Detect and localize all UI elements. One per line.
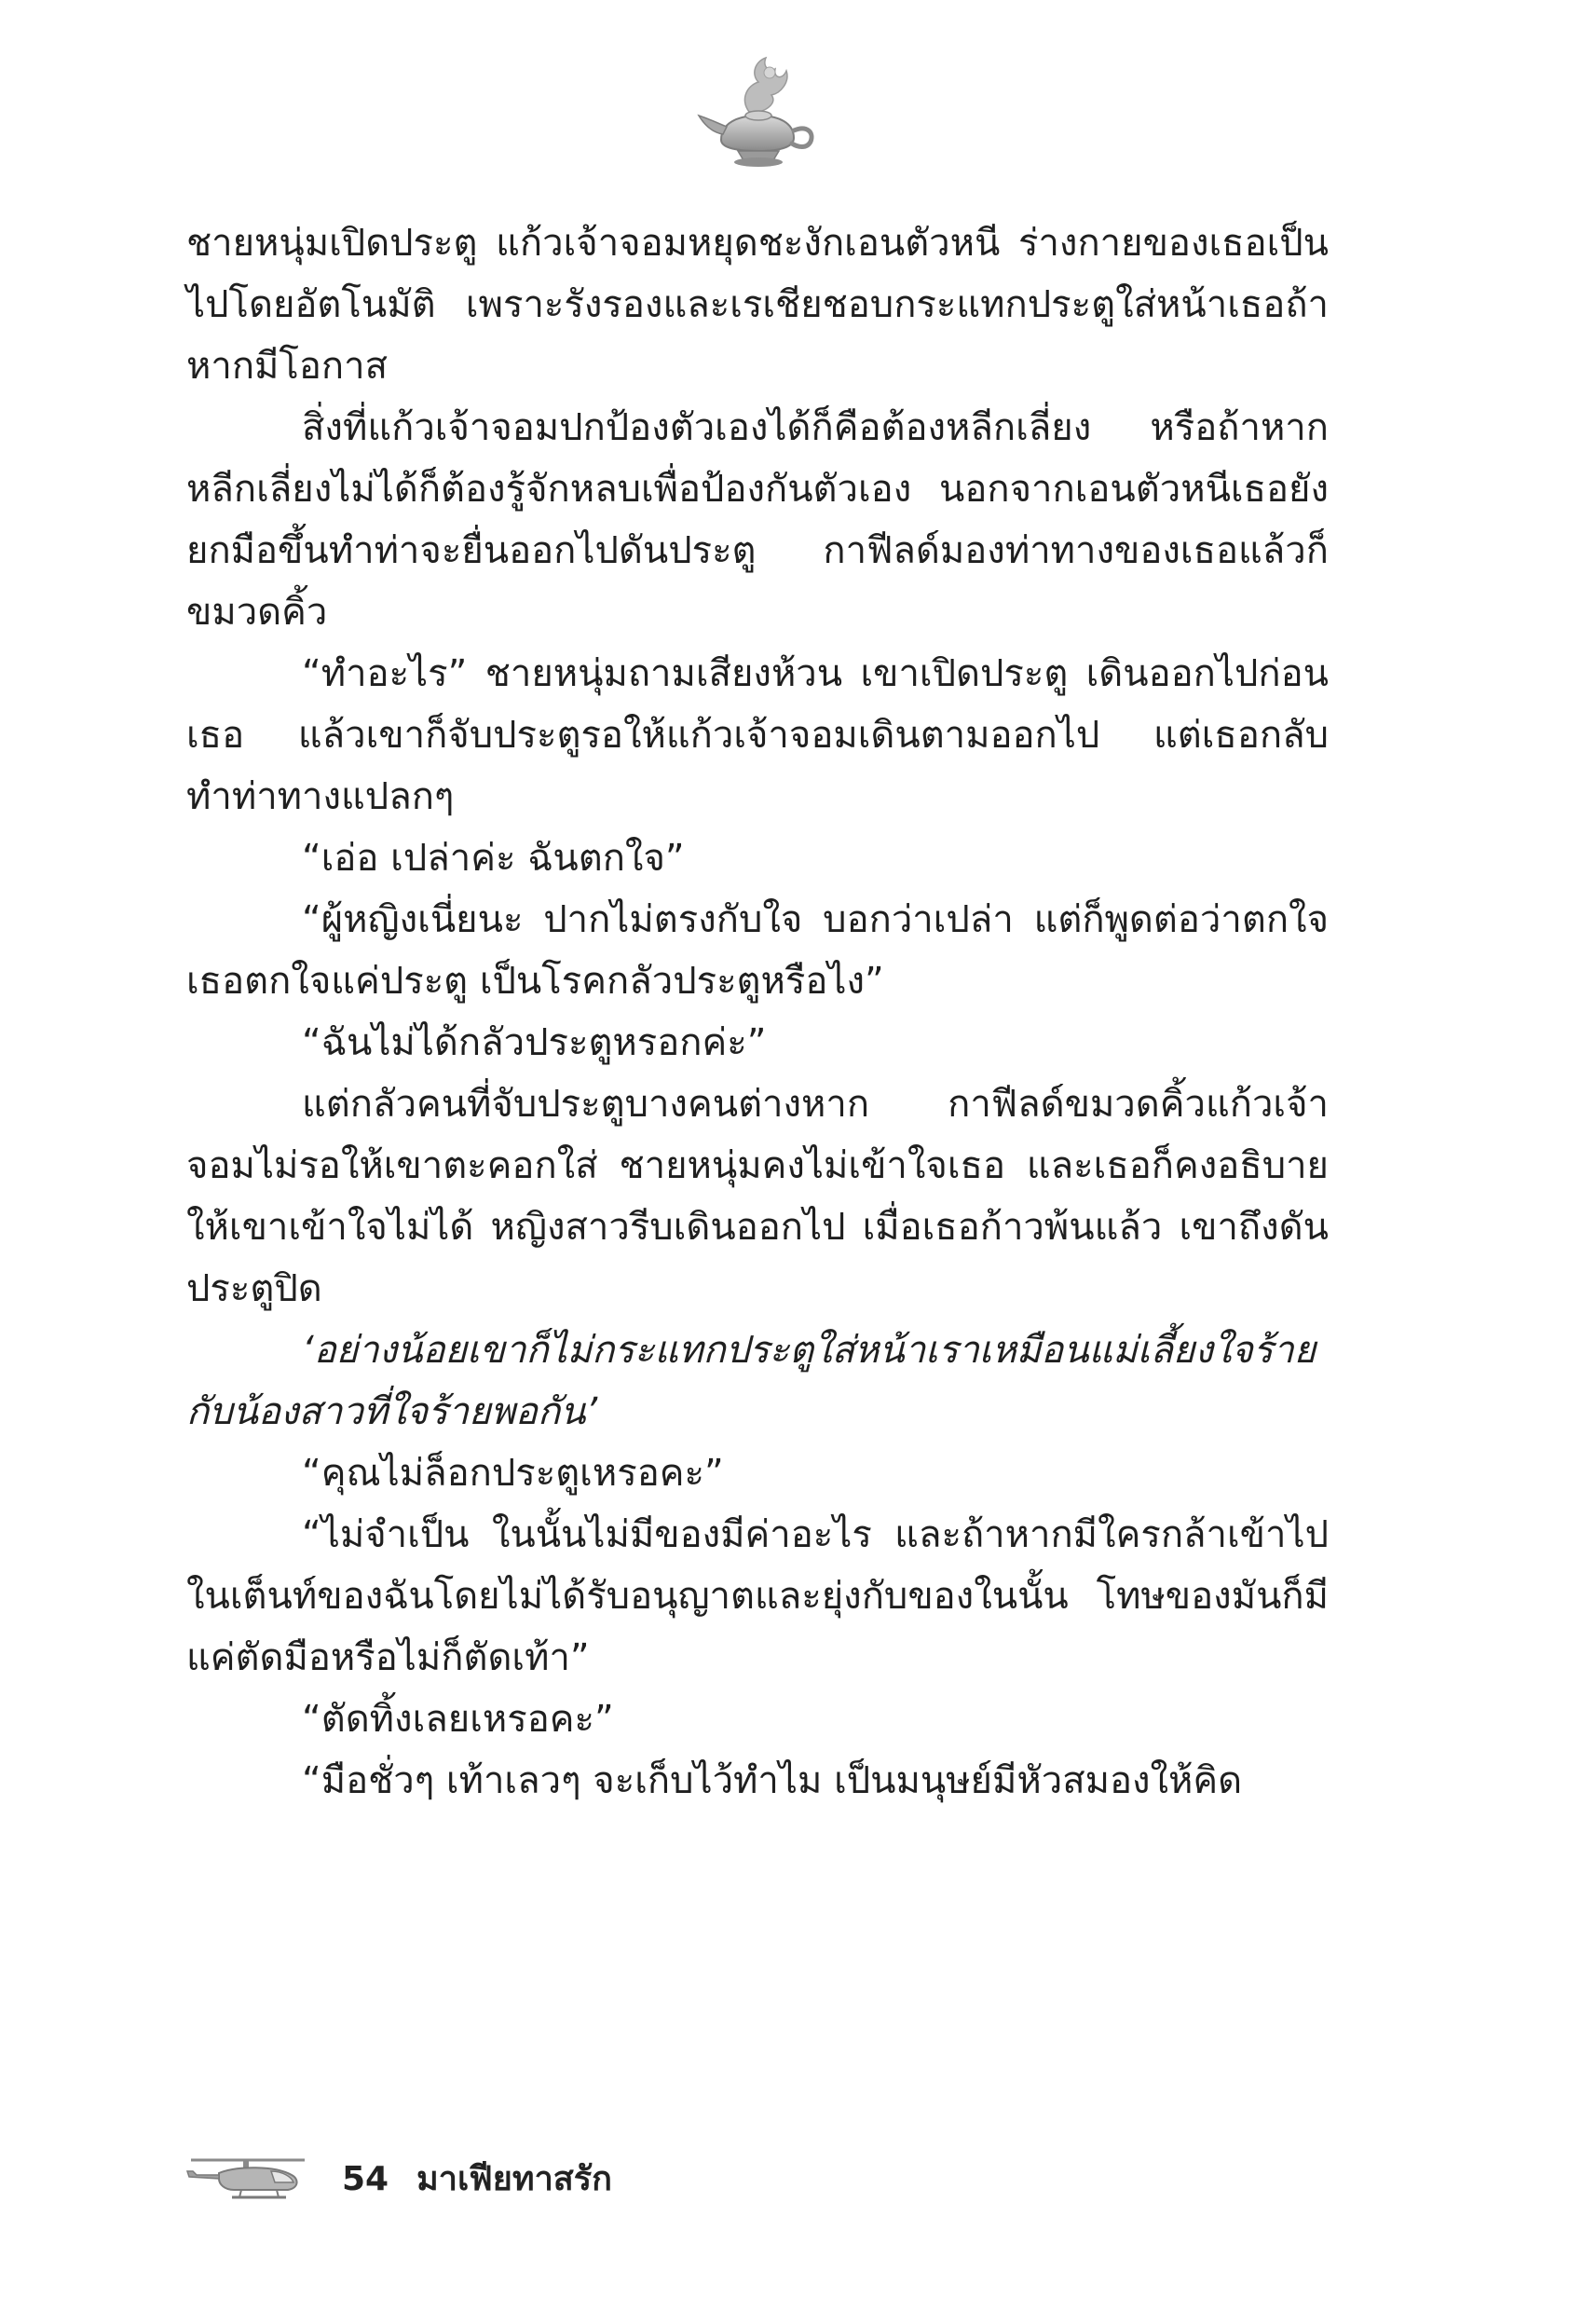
paragraph: “ฉันไม่ได้กลัวประตูหรอกค่ะ”	[302, 1021, 767, 1064]
page-number: 54	[342, 2160, 389, 2198]
paragraph: สิ่งที่แก้วเจ้าจอมปกป้องตัวเองได้ก็คือต้องหลีกเลี่ยง หรือถ้าหากหลีกเลี่ยงไม่ได้ก็ต้องรู้จักหลบเพื่อป้องกันตัวเอง นอกจากเอนตัวหนีเธอยังยกมือขึ้นทำท่าจะยื่นออกไปดันประตู กาฟีลด์มองท่าทางของเธอแล้วก็ขมวดคิ้ว	[186, 406, 1329, 634]
paragraph: “ตัดทิ้งเลยเหรอคะ”	[302, 1698, 614, 1741]
paragraph: “ผู้หญิงเนี่ยนะ ปากไม่ตรงกับใจ บอกว่าเปล่า แต่ก็พูดต่อว่าตกใจ เธอตกใจแค่ประตู เป็นโรคกลัวประตูหรือไง”	[186, 898, 1329, 1003]
paragraph: ชายหนุ่มเปิดประตู แก้วเจ้าจอมหยุดชะงักเอนตัวหนี ร่างกายของเธอเป็นไปโดยอัตโนมัติ เพราะรังรองและเรเชียชอบกระแทกประตูใส่หน้าเธอถ้าหากมีโอกาส	[186, 222, 1329, 388]
paragraph: “เอ่อ เปล่าค่ะ ฉันตกใจ”	[302, 837, 685, 880]
paragraph: “ไม่จำเป็น ในนั้นไม่มีของมีค่าอะไร และถ้าหากมีใครกล้าเข้าไปในเต็นท์ของฉันโดยไม่ได้รับอนุญาตและยุ่งกับของในนั้น โทษของมันก็มีแค่ตัดมือหรือไม่ก็ตัดเท้า”	[186, 1513, 1329, 1679]
paragraph: “มือชั่วๆ เท้าเลวๆ จะเก็บไว้ทำไม เป็นมนุษย์มีหัวสมองให้คิด	[302, 1759, 1243, 1802]
page-footer	[182, 2147, 741, 2212]
paragraph: “คุณไม่ล็อกประตูเหรอคะ”	[302, 1452, 724, 1495]
magic-lamp-with-genie-icon	[693, 50, 824, 171]
paragraph: “ทำอะไร” ชายหนุ่มถามเสียงห้วน เขาเปิดประตู เดินออกไปก่อนเธอ แล้วเขาก็จับประตูรอให้แก้วเจ้าจอมเดินตามออกไป แต่เธอกลับทำท่าทางแปลกๆ	[186, 652, 1329, 818]
body-text	[186, 212, 1329, 1812]
book-title: มาเฟียทาสรัก	[416, 2160, 612, 2198]
italic-thought-paragraph: ‘อย่างน้อยเขาก็ไม่กระแทกประตูใส่หน้าเราเหมือนแม่เลี้ยงใจร้ายกับน้องสาวที่ใจร้ายพอกัน’	[186, 1329, 1316, 1433]
helicopter-icon	[182, 2151, 312, 2207]
paragraph: แต่กลัวคนที่จับประตูบางคนต่างหาก กาฟีลด์ขมวดคิ้วแก้วเจ้าจอมไม่รอให้เขาตะคอกใส่ ชายหนุ่มคงไม่เข้าใจเธอ และเธอก็คงอธิบายให้เขาเข้าใจไม่ได้ หญิงสาวรีบเดินออกไป เมื่อเธอก้าวพ้นแล้ว เขาถึงดันประตูปิด	[186, 1083, 1329, 1310]
